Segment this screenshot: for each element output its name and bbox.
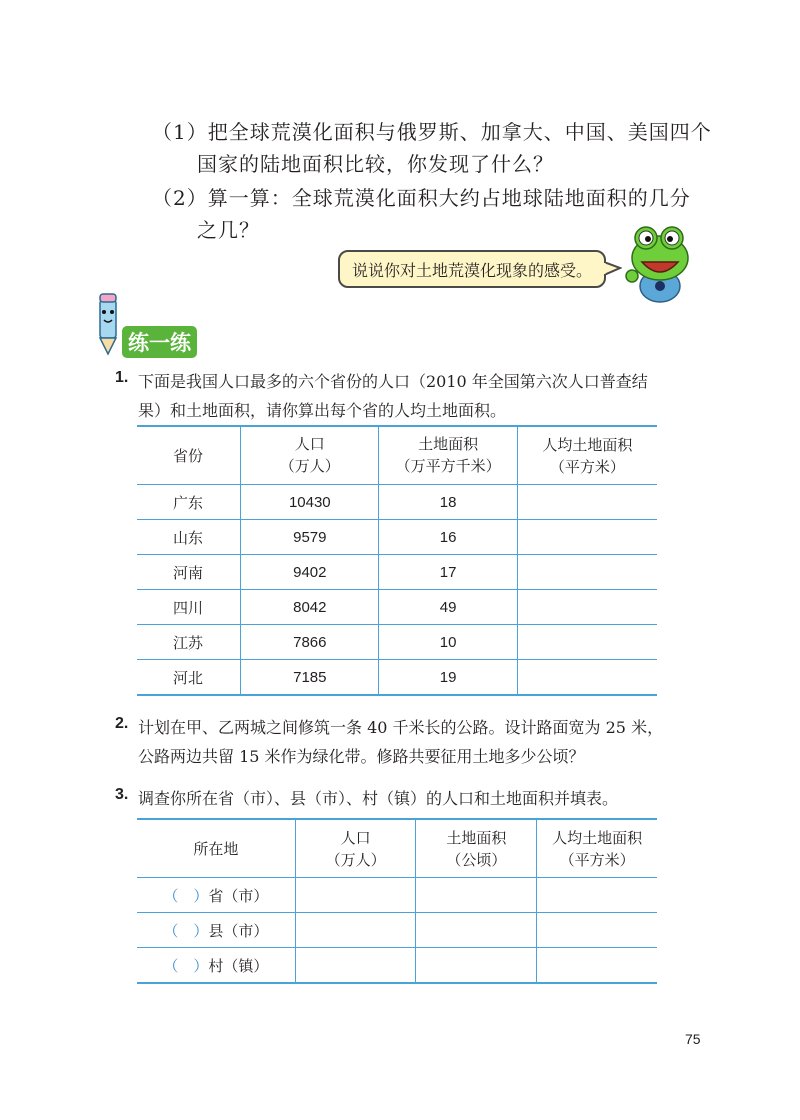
cell-per-capita[interactable]	[537, 878, 657, 913]
cell-area[interactable]	[416, 948, 537, 984]
cell-per-capita[interactable]	[517, 660, 657, 696]
blank-bracket[interactable]: （ ）	[163, 886, 209, 905]
cell-population[interactable]	[295, 948, 416, 984]
question-2-line-2: 之几？	[197, 218, 260, 242]
table-row	[137, 660, 657, 696]
table-row	[137, 555, 657, 590]
header-per-capita	[517, 426, 657, 485]
cell-location[interactable]	[137, 948, 295, 984]
cell-area: 19	[379, 660, 517, 696]
cell-population: 8042	[241, 590, 379, 625]
header-per-capita-label: 人均土地面积	[542, 435, 633, 454]
problem-1-line-2: 果）和土地面积，请你算出每个省的人均土地面积。	[138, 401, 507, 420]
speech-bubble-tail	[604, 262, 622, 278]
header-per-capita	[537, 819, 657, 878]
header-population-unit: （万人）	[325, 850, 386, 869]
cell-population: 7185	[241, 660, 379, 696]
cell-population: 7866	[241, 625, 379, 660]
table-header-row	[137, 426, 657, 485]
cell-area[interactable]	[416, 913, 537, 948]
header-province: 省份	[137, 426, 241, 485]
speech-bubble: 说说你对土地荒漠化现象的感受。	[338, 250, 606, 288]
header-area-unit: （万平方千米）	[395, 457, 501, 475]
cell-per-capita[interactable]	[517, 555, 657, 590]
problem-2-line-1: 计划在甲、乙两城之间修筑一条 40 千米长的公路。设计路面宽为 25 米，	[138, 718, 664, 737]
table-row	[137, 520, 657, 555]
blank-bracket[interactable]: （ ）	[163, 921, 209, 940]
header-location: 所在地	[137, 819, 295, 878]
cell-area: 49	[379, 590, 517, 625]
header-population	[241, 426, 379, 485]
problem-1-line-1: 下面是我国人口最多的六个省份的人口（2010 年全国第六次人口普查结	[138, 372, 648, 391]
header-area-label: 土地面积	[418, 435, 479, 453]
cell-province: 山东	[137, 520, 241, 555]
cell-province: 江苏	[137, 625, 241, 660]
cell-population: 10430	[241, 485, 379, 520]
cell-province: 河南	[137, 555, 241, 590]
province-area-table	[137, 425, 657, 696]
table-row	[137, 878, 657, 913]
header-area	[416, 819, 537, 878]
location-label: 省（市）	[208, 886, 269, 905]
cell-area: 16	[379, 520, 517, 555]
header-population-label: 人口	[340, 828, 371, 847]
header-per-capita-unit: （平方米）	[559, 850, 635, 869]
header-per-capita-label: 人均土地面积	[552, 828, 643, 847]
cell-per-capita[interactable]	[537, 913, 657, 948]
cell-population[interactable]	[295, 878, 416, 913]
page-number: 75	[685, 1031, 701, 1047]
cell-province: 广东	[137, 485, 241, 520]
cell-per-capita[interactable]	[517, 485, 657, 520]
cell-province: 河北	[137, 660, 241, 696]
table-row	[137, 485, 657, 520]
question-1-line-1: （1）把全球荒漠化面积与俄罗斯、加拿大、中国、美国四个	[152, 120, 712, 144]
cell-area[interactable]	[416, 878, 537, 913]
cell-area: 17	[379, 555, 517, 590]
blank-bracket[interactable]: （ ）	[163, 956, 209, 975]
frog-mascot-icon	[622, 224, 694, 304]
table-row	[137, 625, 657, 660]
location-label: 县（市）	[208, 921, 269, 940]
question-2-line-1: （2）算一算：全球荒漠化面积大约占地球陆地面积的几分	[152, 186, 691, 210]
header-area-label: 土地面积	[446, 828, 507, 847]
header-population-unit: （万人）	[279, 457, 340, 475]
problem-3-number: 3.	[115, 786, 129, 803]
cell-province: 四川	[137, 590, 241, 625]
header-per-capita-unit: （平方米）	[549, 457, 625, 476]
problem-1-number: 1.	[115, 369, 129, 386]
problem-2-line-2: 公路两边共留 15 米作为绿化带。修路共要征用土地多少公顷？	[138, 747, 585, 766]
cell-location[interactable]	[137, 913, 295, 948]
cell-area: 18	[379, 485, 517, 520]
problem-2-number: 2.	[115, 715, 129, 732]
cell-location[interactable]	[137, 878, 295, 913]
header-area-unit: （公顷）	[446, 850, 507, 869]
local-survey-table	[137, 818, 657, 984]
header-population-label: 人口	[294, 435, 325, 453]
table-header-row	[137, 819, 657, 878]
cell-population: 9579	[241, 520, 379, 555]
exercise-title: 练一练	[122, 326, 197, 358]
table-row	[137, 948, 657, 984]
cell-population[interactable]	[295, 913, 416, 948]
cell-per-capita[interactable]	[517, 590, 657, 625]
header-population	[295, 819, 416, 878]
cell-per-capita[interactable]	[537, 948, 657, 984]
cell-per-capita[interactable]	[517, 520, 657, 555]
table-row	[137, 590, 657, 625]
problem-3-line-1: 调查你所在省（市）、县（市）、村（镇）的人口和土地面积并填表。	[138, 789, 619, 808]
header-area	[379, 426, 517, 485]
question-1-line-2: 国家的陆地面积比较，你发现了什么？	[197, 152, 554, 176]
cell-population: 9402	[241, 555, 379, 590]
cell-area: 10	[379, 625, 517, 660]
location-label: 村（镇）	[208, 956, 269, 975]
table-row	[137, 913, 657, 948]
cell-per-capita[interactable]	[517, 625, 657, 660]
